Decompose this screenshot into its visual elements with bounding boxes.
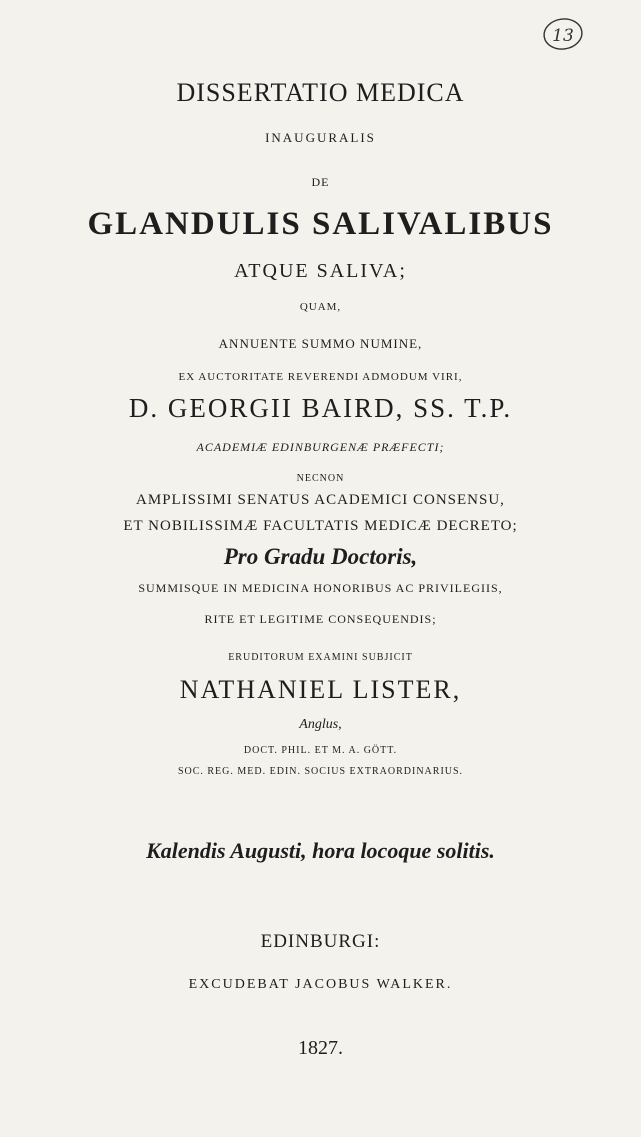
handwritten-circle-mark (540, 12, 586, 56)
rite-line: RITE ET LEGITIME CONSEQUENDIS; (204, 612, 437, 626)
date-line: Kalendis Augusti, hora locoque solitis. (146, 838, 495, 863)
quam-line: QUAM, (299, 301, 342, 313)
annuente-line: ANNUENTE SUMMO NUMINE, (218, 336, 423, 351)
degree-line: Pro Gradu Doctoris, (223, 544, 418, 569)
dissertation-title: DISSERTATIO MEDICA (176, 78, 465, 107)
year-line: 1827. (298, 1037, 343, 1059)
svg-text:13: 13 (552, 26, 574, 46)
honours-line: SUMMISQUE IN MEDICINA HONORIBUS AC PRIVILEGIIS, (138, 581, 503, 595)
principal-name: D. GEORGII BAIRD, SS. T.P. (128, 393, 513, 423)
subject-heading: GLANDULIS SALIVALIBUS (87, 206, 554, 242)
necnon-line: NECNON (296, 473, 345, 484)
printer-line: EXCUDEBAT JACOBUS WALKER. (188, 977, 453, 992)
auctoritate-line: EX AUCTORITATE REVERENDI ADMODUM VIRI, (178, 371, 463, 383)
senate-consent-line: AMPLISSIMI SENATUS ACADEMICI CONSENSU, (136, 492, 505, 508)
faculty-decree-line: ET NOBILISSIMÆ FACULTATIS MEDICÆ DECRETO; (123, 518, 518, 534)
handwritten-page-number (540, 12, 586, 56)
author-degree: DOCT. PHIL. ET M. A. GÖTT. (243, 745, 398, 756)
subject-subheading: ATQUE SALIVA; (234, 260, 407, 282)
author-name: NATHANIEL LISTER, (179, 675, 462, 704)
de-line: DE (311, 175, 330, 189)
author-society: SOC. REG. MED. EDIN. SOCIUS EXTRAORDINARIUS. (177, 766, 464, 777)
inauguralis-line: INAUGURALIS (265, 130, 376, 145)
academy-line: ACADEMIÆ EDINBURGENÆ PRÆFECTI; (196, 440, 445, 454)
place-line: EDINBURGI: (260, 931, 381, 952)
examination-line: ERUDITORUM EXAMINI SUBJICIT (228, 652, 413, 663)
author-nationality: Anglus, (299, 717, 342, 732)
